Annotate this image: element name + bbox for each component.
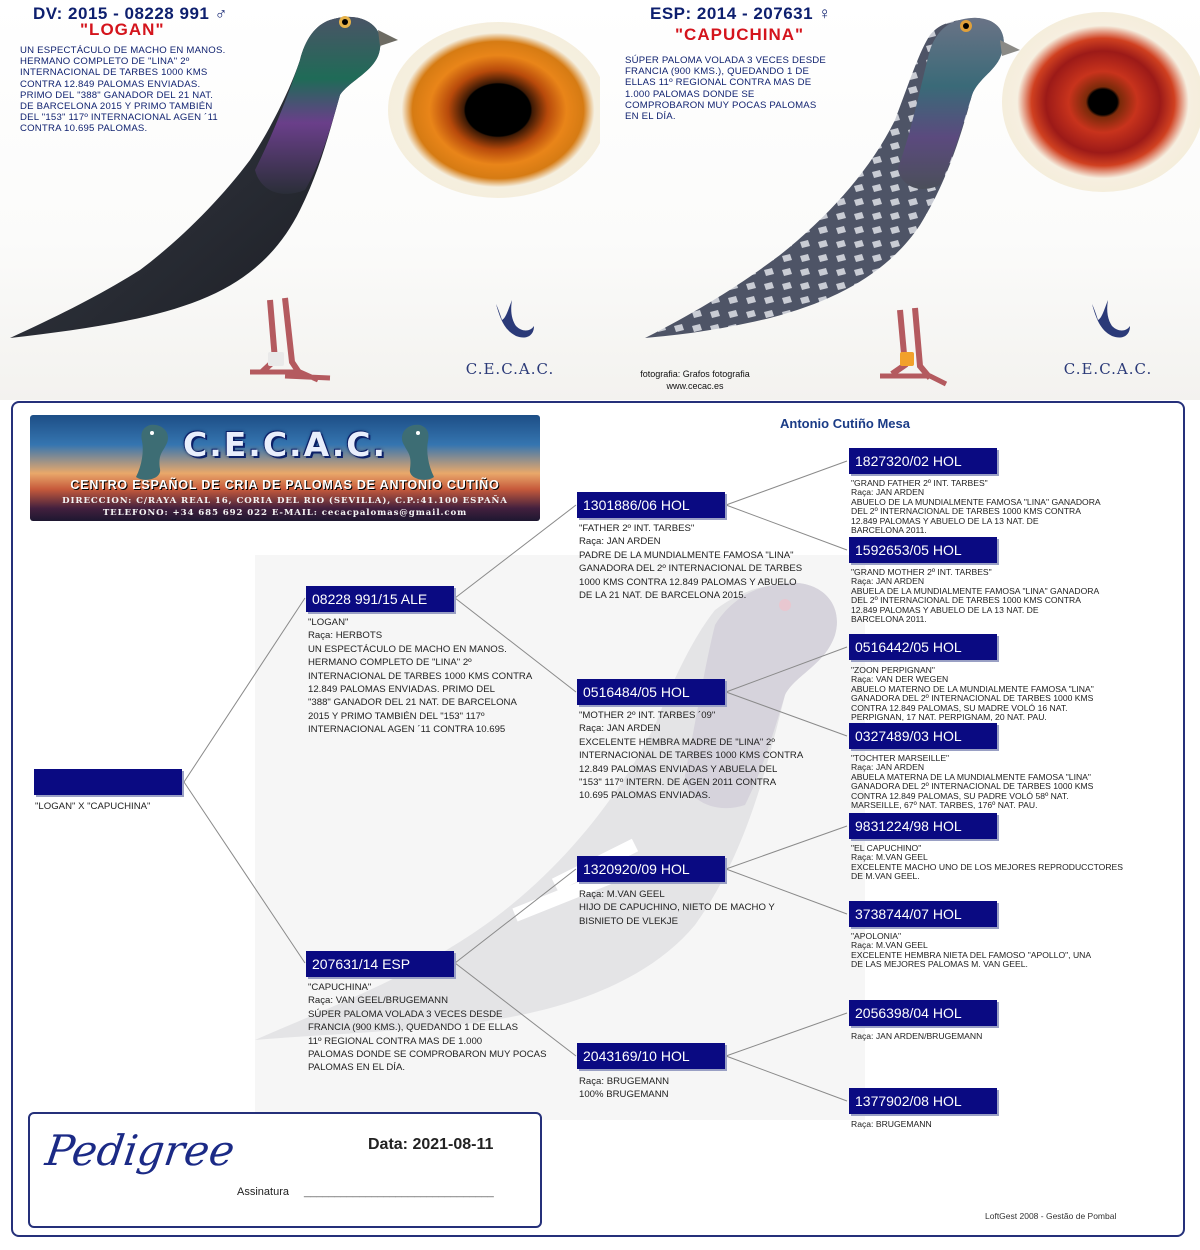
cecac-mark-2: C.E.C.A.C.	[1063, 360, 1153, 378]
sss-box[interactable]: 1827320/02 HOL	[849, 448, 997, 474]
dam-photo-name: "CAPUCHINA"	[675, 25, 805, 44]
dds-info: Raça: JAN ARDEN/BRUGEMANN	[851, 1031, 983, 1041]
banner-address: DIRECCION: C/RAYA REAL 16, CORIA DEL RIO (SEVILLA), C.P.:41.100 ESPAÑA	[62, 496, 508, 506]
signature-label: Assinatura	[237, 1186, 289, 1198]
sds-box[interactable]: 0516442/05 HOL	[849, 634, 997, 660]
dam-box[interactable]: 207631/14 ESP	[306, 951, 454, 977]
banner-subtitle: CENTRO ESPAÑOL DE CRIA DE PALOMAS DE ANTONIO CUTIÑO	[70, 478, 500, 492]
dam-dam-info: Raça: BRUGEMANN 100% BRUGEMANN	[579, 1076, 670, 1101]
dam-info: "CAPUCHINA" Raça: VAN GEEL/BRUGEMANN SÚPER PALOMA VOLADA 3 VECES DESDE FRANCIA (900 KMS.), QUEDANDO 1 DE ELLAS 11º REGIONAL CONTRA MAS DE 1.000 PALOMAS DONDE SE COMPROBARON MUY POCAS PALOMAS EN EL DÍA.	[308, 982, 547, 1074]
pedigree-title: Pedigree	[42, 1126, 238, 1175]
signature-field[interactable]	[237, 1186, 494, 1198]
sire-photo-desc: UN ESPECTÁCULO DE MACHO EN MANOS. HERMANO COMPLETO DE "LINA" 2º INTERNACIONAL DE TARBES 1000 KMS CONTRA 12.849 PALOMAS ENVIADAS. PRIMO DEL "388" GANADOR DEL 21 NAT. DE BARCELONA 2015 Y PRIMO TAMBIÉN DEL "153" 117º INTERNACIONAL AGEN ´11 CONTRA 10.695 PALOMAS.	[20, 45, 226, 135]
sire-box[interactable]: 08228 991/15 ALE	[306, 586, 454, 612]
sdd-info: "TOCHTER MARSEILLE" Raça: JAN ARDEN ABUELA MATERNA DE LA MUNDIALMENTE FAMOSA "LINA" GANADORA DEL 2º INTERNACIONAL DE TARBES 1000 KMS CONTRA 12.849 PALOMAS, SU PADRE VOLÓ 58º NAT. MARSEILLE, 67º NAT. TARBES, 176º NAT. PAU.	[851, 753, 1094, 811]
sire-sire-info: "FATHER 2º INT. TARBES" Raça: JAN ARDEN PADRE DE LA MUNDIALMENTE FAMOSA "LINA" GANADORA DEL 2º INTERNACIONAL DE TARBES 1000 KMS CONTRA 12.849 PALOMAS Y ABUELO DE LA 21 NAT. DE BARCELONA 2015.	[579, 523, 803, 602]
dam-sire-info: Raça: M.VAN GEEL HIJO DE CAPUCHINO, NIETO DE MACHO Y BISNIETO DE VLEKJE	[579, 889, 775, 927]
ddd-info: Raça: BRUGEMANN	[851, 1119, 932, 1129]
banner-title: C.E.C.A.C.	[182, 425, 388, 464]
dam-sire-box[interactable]: 1320920/09 HOL	[577, 856, 725, 882]
dam-dam-box[interactable]: 2043169/10 HOL	[577, 1043, 725, 1069]
sire-info: "LOGAN" Raça: HERBOTS UN ESPECTÁCULO DE MACHO EN MANOS. HERMANO COMPLETO DE "LINA" 2º INTERNACIONAL DE TARBES 1000 KMS CONTRA 12.849 PALOMAS ENVIADAS. PRIMO DEL "388" GANADOR DEL 21 NAT. DE BARCELONA 2015 Y PRIMO TAMBIÉN DEL "153" 117º INTERNACIONAL AGEN ´11 CONTRA 10.695	[308, 617, 533, 736]
footer-credit: LoftGest 2008 - Gestão de Pombal	[985, 1211, 1117, 1221]
dsd-info: "APOLONIA" Raça: M.VAN GEEL EXCELENTE HEMBRA NIETA DEL FAMOSO "APOLLO", UNA DE LAS MEJORES PALOMAS M. VAN GEEL.	[851, 931, 1092, 970]
cecac-mark: C.E.C.A.C.	[465, 360, 555, 378]
sire-photo-ring: DV: 2015 - 08228 991 ♂	[33, 4, 228, 23]
sire-dam-info: "MOTHER 2º INT. TARBES ´09" Raça: JAN ARDEN EXCELENTE HEMBRA MADRE DE "LINA" 2º INTERNACIONAL DE TARBES 1000 KMS CONTRA 12.849 PALOMAS ENVIADAS Y ABUELA DEL "153" 117º INTERN. DE AGEN 2011 CONTRA 10.695 PALOMAS ENVIADAS.	[579, 710, 804, 802]
sds-info: "ZOON PERPIGNAN" Raça: VAN DER WEGEN ABUELO MATERNO DE LA MUNDIALMENTE FAMOSA "LINA" GANADORA DEL 2º INTERNACIONAL DE TARBES 1000 KMS CONTRA 12.849 PALOMAS, SU MADRE VOLÓ 16 NAT. PERPIGNAN, 17 NAT. PERPIGNAM, 20 NAT. PAU.	[851, 665, 1094, 723]
sire-dam-box[interactable]: 0516484/05 HOL	[577, 679, 725, 705]
ssd-info: "GRAND MOTHER 2º INT. TARBES" Raça: JAN ARDEN ABUELA DE LA MUNDIALMENTE FAMOSA "LINA" GANADORA DEL 2º INTERNACIONAL DE TARBES 1000 KMS CONTRA 12.849 PALOMAS Y ABUELO DE LA 13 NAT. DE BARCELONA 2011.	[851, 567, 1100, 625]
sss-info: "GRAND FATHER 2º INT. TARBES" Raça: JAN ARDEN ABUELO DE LA MUNDIALMENTE FAMOSA "LINA" GANADORA DEL 2º INTERNACIONAL DE TARBES 1000 KMS CONTRA 12.849 PALOMAS Y ABUELO DE LA 13 NAT. DE BARCELONA 2011.	[851, 478, 1101, 536]
ssd-box[interactable]: 1592653/05 HOL	[849, 537, 997, 563]
ddd-box[interactable]: 1377902/08 HOL	[849, 1088, 997, 1114]
dss-box[interactable]: 9831224/98 HOL	[849, 813, 997, 839]
pedigree-date: Data: 2021-08-11	[368, 1136, 494, 1153]
dam-photo-desc: SÚPER PALOMA VOLADA 3 VECES DESDE FRANCIA (900 KMS.), QUEDANDO 1 DE ELLAS 11º REGIONAL CONTRA MAS DE 1.000 PALOMAS DONDE SE COMPROBARON MUY POCAS PALOMAS EN EL DÍA.	[625, 55, 827, 123]
subject-box[interactable]	[34, 769, 182, 795]
dss-info: "EL CAPUCHINO" Raça: M.VAN GEEL EXCELENTE MACHO UNO DE LOS MEJORES REPRODUCCTORES DE M.VAN GEEL.	[851, 843, 1124, 882]
subject-label: "LOGAN" X "CAPUCHINA"	[35, 801, 151, 812]
sire-sire-box[interactable]: 1301886/06 HOL	[577, 492, 725, 518]
dam-photo-ring: ESP: 2014 - 207631 ♀	[650, 4, 832, 23]
photo-credit: fotografia: Grafos fotografia www.cecac.es	[640, 369, 750, 391]
owner-name: Antonio Cutiño Mesa	[780, 416, 910, 431]
banner-contact: TELEFONO: +34 685 692 022 E-MAIL: cecacpalomas@gmail.com	[102, 508, 468, 518]
dds-box[interactable]: 2056398/04 HOL	[849, 1000, 997, 1026]
signature-line: _______________________________	[304, 1186, 494, 1198]
sire-photo-name: "LOGAN"	[80, 20, 165, 39]
dsd-box[interactable]: 3738744/07 HOL	[849, 901, 997, 927]
sdd-box[interactable]: 0327489/03 HOL	[849, 723, 997, 749]
